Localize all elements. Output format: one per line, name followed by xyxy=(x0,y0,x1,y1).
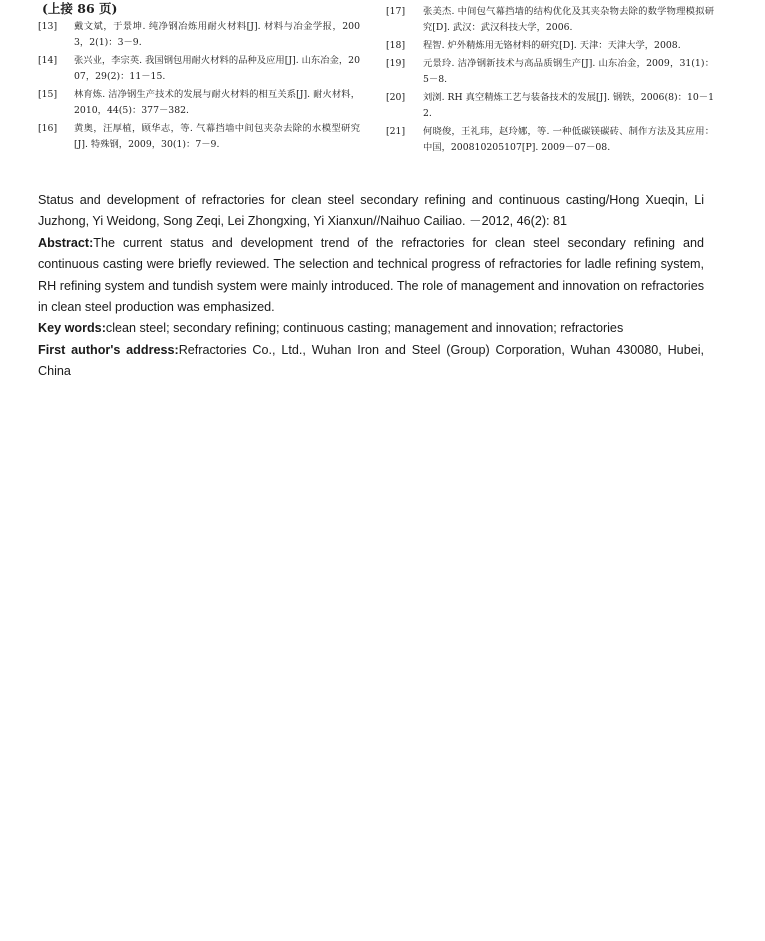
reference-item xyxy=(386,124,714,156)
address-label: First author's address: xyxy=(38,342,179,357)
address-text: Refractories Co., Ltd., Wuhan Iron and Steel (Group) Corporation, Wuhan 430080, Hubei, China xyxy=(38,342,704,379)
english-abstract xyxy=(38,190,704,383)
reference-item xyxy=(38,121,360,153)
keywords-text: clean steel; secondary refining; continuous casting; management and innovation; refractories xyxy=(105,321,624,336)
reference-text: 林育炼. 洁净钢生产技术的发展与耐火材料的相互关系[J]. 耐火材料，2010，44(5)：377－382. xyxy=(74,89,360,116)
reference-item xyxy=(386,4,714,36)
reference-item xyxy=(386,90,714,122)
reference-number: [18] xyxy=(386,40,406,51)
reference-text: 张美杰. 中间包气幕挡墙的结构优化及其夹杂物去除的数学物理模拟研究[D]. 武汉：武汉科技大学，2006. xyxy=(423,6,714,33)
english-title-line: Status and development of refractories for clean steel secondary refining and continuous casting/Hong Xueqin, Li Juzhong, Yi Weidong, Song Zeqi, Lei Zhongxing, Yi Xianxun//Naihuo Cailiao. －2012, 46(2): 81 xyxy=(38,193,704,229)
reference-text: 程智. 炉外精炼用无铬材料的研究[D]. 天津：天津大学，2008. xyxy=(423,40,681,51)
reference-item xyxy=(386,56,714,88)
reference-number: [15] xyxy=(38,89,58,100)
reference-text: 何晓俊，王礼玮，赵玲娜，等. 一种低碳镁碳砖、制作方法及其应用：中国，200810205107[P]. 2009－07－08. xyxy=(423,126,714,153)
reference-item xyxy=(38,53,360,85)
abstract-label: Abstract: xyxy=(38,235,94,250)
reference-number: [17] xyxy=(386,6,406,17)
reference-text: 刘浏. RH 真空精炼工艺与装备技术的发展[J]. 钢铁，2006(8)：10－12. xyxy=(423,92,714,119)
reference-number: [20] xyxy=(386,92,406,103)
reference-number: [16] xyxy=(38,123,58,134)
reference-item xyxy=(386,38,714,54)
reference-number: [13] xyxy=(38,21,58,32)
reference-text: 戴文斌，于景坤. 纯净钢冶炼用耐火材料[J]. 材料与冶金学报，2003，2(1)：3－9. xyxy=(74,21,360,48)
reference-number: [21] xyxy=(386,126,406,137)
keywords-paragraph xyxy=(38,318,704,339)
reference-number: [19] xyxy=(386,58,406,69)
reference-text: 元景玲. 洁净钢新技术与高品质钢生产[J]. 山东冶金，2009，31(1)：5－8. xyxy=(423,58,714,85)
references-right-column xyxy=(386,0,714,158)
reference-item xyxy=(38,87,360,119)
abstract-paragraph xyxy=(38,233,704,319)
reference-text: 黄奥，汪厚植，顾华志，等. 气幕挡墙中间包夹杂去除的水模型研究[J]. 特殊钢，2009，30(1)：7－9. xyxy=(74,123,360,150)
address-paragraph xyxy=(38,340,704,383)
abstract-text: The current status and development trend of the refractories for clean steel secondary refining and continuous casting were briefly reviewed. The selection and technical progress of refractories for ladle refining system, RH refining system and tundish system were mainly introduced. The role of management and innovation on refractories in clean steel production was emphasized. xyxy=(38,235,704,315)
continued-from-note: (上接 86 页) xyxy=(42,1,118,16)
reference-item xyxy=(38,19,360,51)
reference-number: [14] xyxy=(38,55,58,66)
reference-text: 张兴业，李宗英. 我国钢包用耐火材料的品种及应用[J]. 山东冶金，2007，29(2)：11－15. xyxy=(74,55,360,82)
keywords-label: Key words: xyxy=(38,321,106,336)
references-left-column xyxy=(38,0,360,155)
